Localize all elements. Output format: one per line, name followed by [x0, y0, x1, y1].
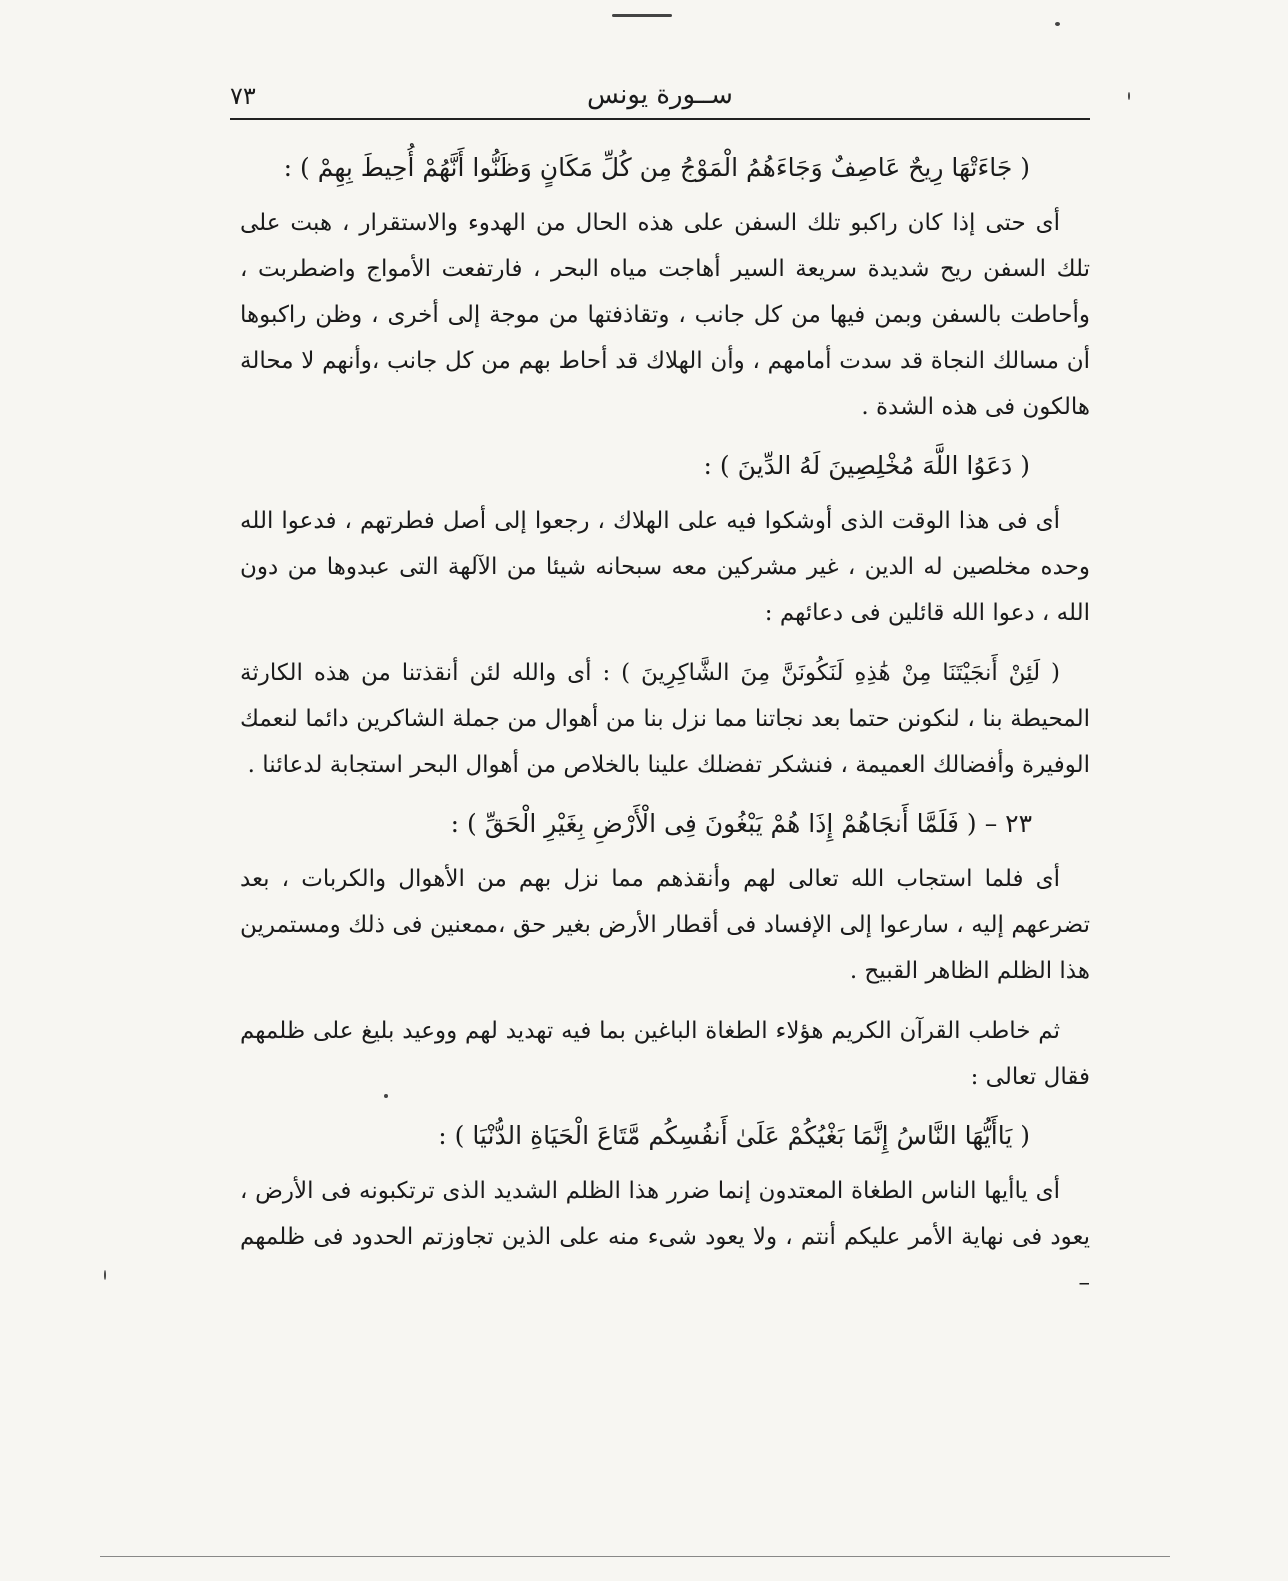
scan-speck: [1128, 92, 1130, 100]
commentary-paragraph: أى ياأيها الناس الطغاة المعتدون إنما ضرر هذا الظلم الشديد الذى ترتكبونه فى الأرض ، يعود فى نهاية الأمر عليكم أنتم ، ولا يعود شىء منه على الذين تجاوزتم الحدود فى ظلمهم –: [240, 1178, 1090, 1296]
quran-verse-quote: ( دَعَوُا اللَّهَ مُخْلِصِينَ لَهُ الدِّينَ ) :: [703, 451, 1030, 480]
commentary-paragraph: أى فلما استجاب الله تعالى لهم وأنقذهم مما نزل بهم من الأهوال والكربات ، بعد تضرعهم إليه ، سارعوا إلى الإفساد فى أقطار الأرض بغير حق ،ممعنين فى ذلك ومستمرين هذا الظلم الظاهر القبيح .: [240, 866, 1090, 984]
page-body: [240, 140, 1090, 1314]
scan-speck: [1055, 22, 1060, 26]
commentary-paragraph: أى حتى إذا كان راكبو تلك السفن على هذه الحال من الهدوء والاستقرار ، هبت على تلك السفن ريح شديدة سريعة السير أهاجت مياه البحر ، فارتفعت الأمواج واضطربت ، وأحاطت بالسفن وبمن فيها من كل جانب ، وتقاذفتها من موجة إلى أخرى ، وظن راكبوها أن مسالك النجاة قد سدت أمامهم ، وأن الهلاك قد أحاط بهم من كل جانب ،وأنهم لا محالة هالكون فى هذه الشدة .: [240, 210, 1090, 420]
numbered-verse-heading: [240, 802, 1090, 846]
verse-text: ( فَلَمَّا أَنجَاهُمْ إِذَا هُمْ يَبْغُونَ فِى الْأَرْضِ بِغَيْرِ الْحَقِّ ) :: [450, 809, 977, 838]
verse-number: ٢٣ –: [984, 809, 1032, 838]
commentary-paragraph: ثم خاطب القرآن الكريم هؤلاء الطغاة الباغين بما فيه تهديد لهم ووعيد بليغ على ظلمهم فقال تعالى :: [240, 1018, 1090, 1090]
scan-speck: [104, 1270, 106, 1280]
scan-speck: [384, 1094, 388, 1098]
quran-verse-quote: ( يَاأَيُّهَا النَّاسُ إِنَّمَا بَغْيُكُمْ عَلَىٰ أَنفُسِكُم مَّتَاعَ الْحَيَاةِ الدُّنْيَا ) :: [438, 1121, 1030, 1150]
scan-speck: [612, 14, 672, 17]
header-rule: [230, 118, 1090, 120]
page-header: [230, 78, 1090, 118]
page-number: ٧٣: [230, 82, 256, 110]
commentary-paragraph: أى فى هذا الوقت الذى أوشكوا فيه على الهلاك ، رجعوا إلى أصل فطرتهم ، فدعوا الله وحده مخلصين له الدين ، غير مشركين معه سبحانه شيئا من الآلهة التى عبدوها من دون الله ، دعوا الله قائلين فى دعائهم :: [240, 508, 1090, 626]
commentary-paragraph: ( لَئِنْ أَنجَيْتَنَا مِنْ هَٰذِهِ لَنَكُونَنَّ مِنَ الشَّاكِرِينَ ) : أى والله لئن أنقذتنا من هذه الكارثة المحيطة بنا ، لنكونن حتما بعد نجاتنا مما نزل بنا من أهوال من جملة الشاكرين دائما لنعمك الوفيرة وأفضالك العميمة ، فنشكر تفضلك علينا بالخلاص من أهوال البحر استجابة لدعائنا .: [240, 660, 1090, 778]
scan-bottom-edge-line: [100, 1556, 1170, 1557]
running-title: ســورة يونس: [587, 80, 733, 110]
quran-verse-quote: ( جَاءَتْهَا رِيحٌ عَاصِفٌ وَجَاءَهُمُ الْمَوْجُ مِن كُلِّ مَكَانٍ وَظَنُّوا أَنَّهُمْ أُحِيطَ بِهِمْ ) :: [283, 153, 1030, 182]
